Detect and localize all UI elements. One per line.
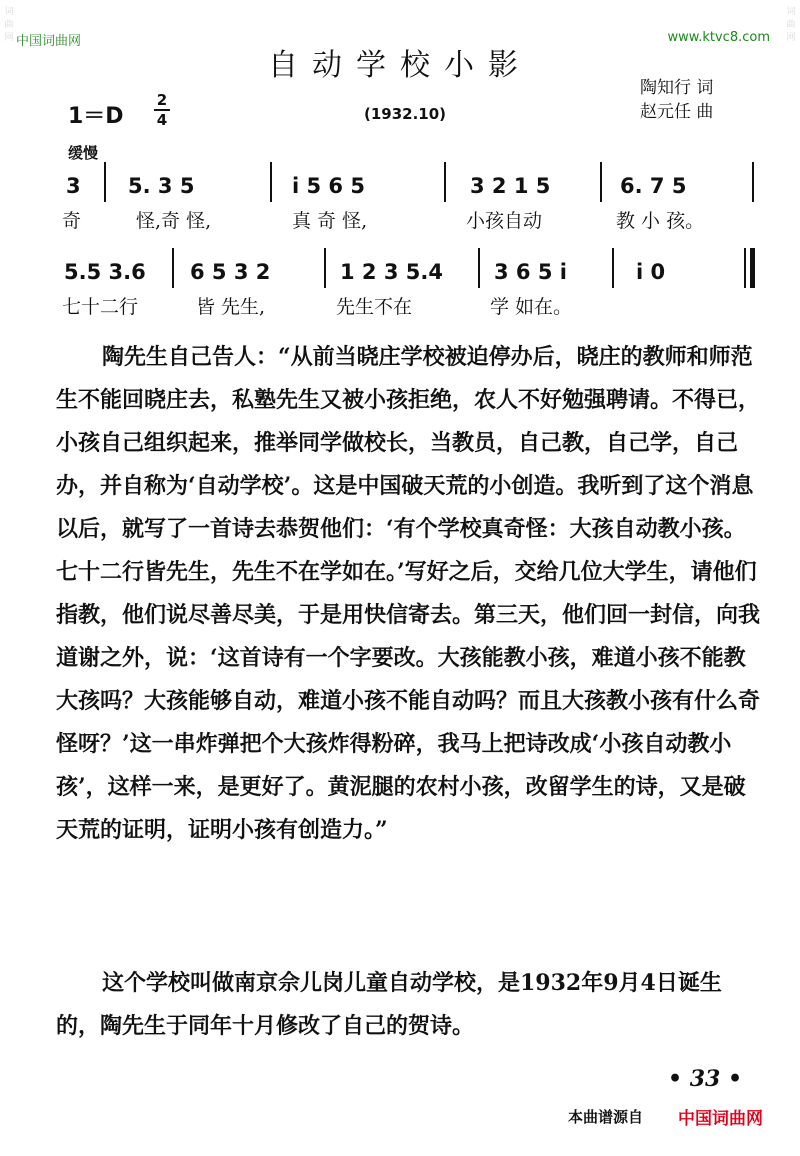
song-credits: [640, 76, 713, 124]
lyric: 七十二行: [62, 296, 139, 318]
source-site-link[interactable]: 中国词曲网: [678, 1109, 763, 1129]
lyric: 怪,奇 怪,: [136, 210, 212, 232]
composition-date: (1932.10): [364, 105, 447, 123]
lyric: 奇: [62, 210, 82, 232]
lyric: 真 奇 怪,: [292, 210, 368, 232]
site-url-header: www.ktvc8.com: [667, 30, 770, 45]
note-group: 6. 7 5: [620, 174, 687, 198]
body-paragraph-1: 陶先生自己告人：“从前当晓庄学校被迫停办后，晓庄的教师和师范生不能回晓庄去，私塾先生又被小孩拒绝，农人不好勉强聘请。不得已，小孩自己组织起来，推举同学做校长，当教员，自己教，自己学，自己办，并自称为‘自动学校’。这是中国破天荒的小创造。我听到了这个消息以后，就写了一首诗去恭贺他们：‘有个学校真奇怪：大孩自动教小孩。七十二行皆先生，先生不在学如在。’写好之后，交给几位大学生，请他们指教，他们说尽善尽美，于是用快信寄去。第三天，他们回一封信，向我道谢之外，说：‘这首诗有一个字要改。大孩能教小孩，难道小孩不能教大孩吗？大孩能够自动，难道小孩不能自动吗？而且大孩教小孩有什么奇怪呀？’这一串炸弹把个大孩炸得粉碎，我马上把诗改成‘小孩自动教小孩’，这样一来，是更好了。黄泥腿的农村小孩，改留学生的诗，又是破天荒的证明，证明小孩有创造力。”: [56, 344, 761, 843]
note-group: i 0: [636, 260, 666, 284]
watermark-left: 词曲网: [4, 7, 14, 43]
lyric: 先生不在: [336, 296, 413, 318]
lyric: 教 小 孩。: [616, 210, 705, 232]
time-signature: 2 4: [154, 92, 170, 128]
note-group: 5.5 3.6: [64, 260, 146, 284]
source-label: 本曲谱源自: [568, 1108, 644, 1126]
note-group: 6 5 3 2: [190, 260, 271, 284]
note-group: 1 2 3 5.4: [340, 260, 443, 284]
key-signature: 1＝D: [68, 104, 124, 129]
lyric: 皆 先生,: [196, 296, 266, 318]
lyric: 学 如在。: [490, 296, 573, 318]
watermark-right: 词曲网: [786, 7, 796, 43]
note-group: 3 6 5 i: [494, 260, 567, 284]
lyric: 小孩自动: [466, 210, 543, 232]
note-group: 3 2 1 5: [470, 174, 551, 198]
body-paragraph-2: 这个学校叫做南京佘儿岗儿童自动学校，是1932年9月4日诞生的，陶先生于同年十月修改了自己的贺诗。: [56, 970, 722, 1039]
tempo-marking: 缓慢: [68, 144, 99, 162]
note-group: 3: [66, 174, 81, 198]
page-number: • 33 •: [668, 1066, 743, 1092]
note-group: i 5 6 5: [292, 174, 365, 198]
lyricist: 陶知行 词: [640, 78, 714, 98]
note-group: 5. 3 5: [128, 174, 195, 198]
song-title: 自动学校小影: [268, 48, 532, 83]
site-name-header: 中国词曲网: [16, 34, 82, 49]
composer: 赵元任 曲: [640, 102, 714, 122]
